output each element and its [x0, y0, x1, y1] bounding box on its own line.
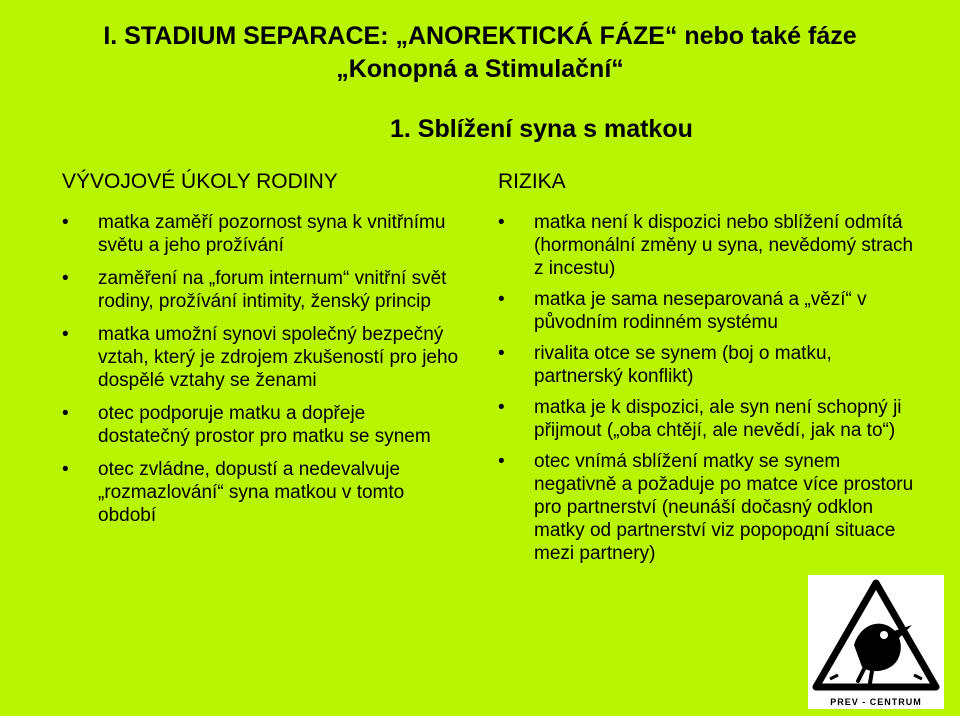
slide-subtitle: 1. Sblížení syna s matkou	[390, 115, 693, 143]
risks-list	[498, 211, 918, 565]
prev-centrum-logo	[808, 575, 944, 709]
list-item: • rivalita otce se synem (boj o matku, partnerský konflikt)	[498, 342, 918, 388]
list-item: • zaměření na „forum internum“ vnitřní svět rodiny, prožívání intimity, ženský princip	[62, 267, 462, 313]
risks-heading: RIZIKA	[498, 170, 566, 193]
logo-caption: PREV - CENTRUM	[830, 697, 922, 707]
bird-triangle-logo-icon	[808, 575, 944, 709]
list-item: • matka je sama neseparovaná a „vězí“ v původním rodinném systému	[498, 288, 918, 334]
list-item: • otec zvládne, dopustí a nedevalvuje „rozmazlování“ syna matkou v tomto období	[62, 458, 462, 527]
list-item: • otec podporuje matku a dopřeje dostatečný prostor pro matku se synem	[62, 402, 462, 448]
developmental-tasks-heading: VÝVOJOVÉ ÚKOLY RODINY	[62, 170, 338, 193]
list-item: • otec vnímá sblížení matky se synem negativně a požaduje po matce více prostoru pro partnerství (neunáší dočasný odklon matky od partnerství viz popoродní situace mezi partnery)	[498, 450, 918, 565]
list-item: • matka je k dispozici, ale syn není schopný ji přijmout („oba chtějí, ale nevědí, jak na to“)	[498, 396, 918, 442]
risks-column	[498, 170, 918, 573]
developmental-tasks-column	[62, 170, 462, 537]
title-line-2: „Konopná a Stimulační“	[336, 55, 624, 83]
title-line-1: I. STADIUM SEPARACE: „ANOREKTICKÁ FÁZE“ nebo také fáze	[103, 22, 857, 50]
list-item: • matka není k dispozici nebo sblížení odmítá (hormonální změny u syna, nevědomý strach z incestu)	[498, 211, 918, 280]
developmental-tasks-list	[62, 211, 462, 527]
list-item: • matka zaměří pozornost syna k vnitřnímu světu a jeho prožívání	[62, 211, 462, 257]
list-item: • matka umožní synovi společný bezpečný vztah, který je zdrojem zkušeností pro jeho dospělé vztahy se ženami	[62, 323, 462, 392]
slide-title	[0, 20, 960, 86]
